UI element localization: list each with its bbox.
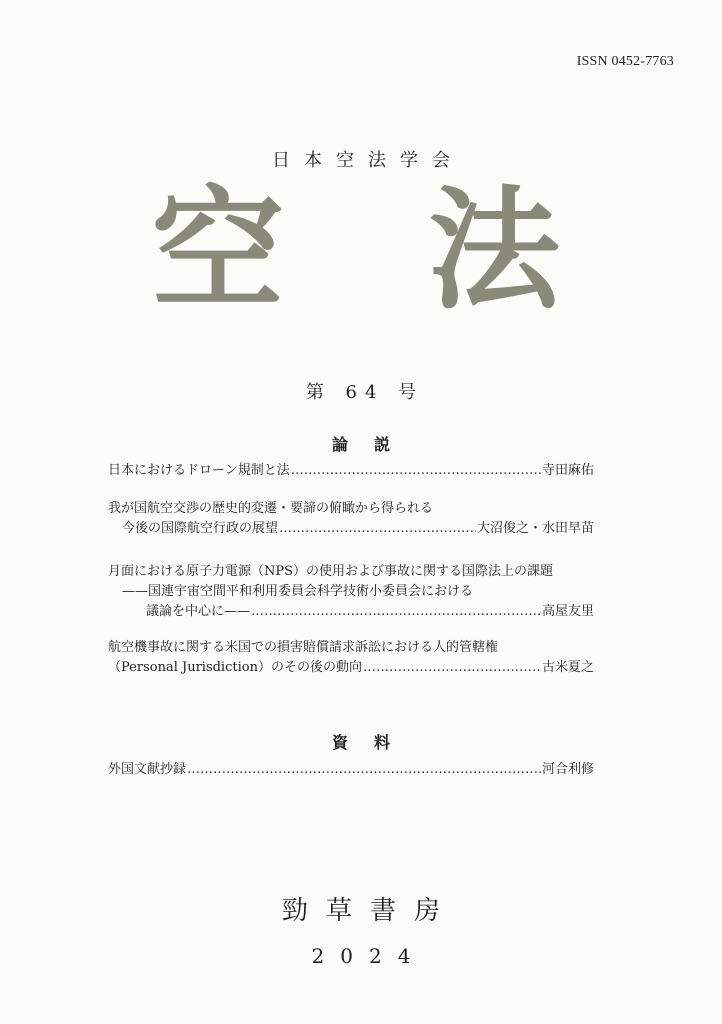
toc-entry-3	[108, 562, 594, 622]
toc-entry-title: 外国文献抄録	[108, 762, 187, 777]
issue-number: 第 64 号	[305, 382, 425, 403]
toc-entry-title: 航空機事故に関する米国での損害賠償請求訴訟における人的管轄権	[108, 640, 499, 655]
section-heading-articles: 論説	[331, 435, 416, 454]
section-heading-materials: 資料	[331, 733, 416, 752]
toc-entry-2	[108, 499, 594, 539]
leader-dots	[363, 658, 541, 678]
toc-entry-author: 寺田麻佑	[541, 463, 594, 478]
issn-number: ISSN 0452-7763	[576, 54, 674, 69]
toc-entry-author: 大沼俊之・水田早苗	[476, 521, 594, 536]
leader-dots	[251, 602, 541, 622]
toc-entry-line	[108, 461, 594, 481]
toc-entry-materials	[108, 760, 594, 780]
society-name: 日本空法学会	[272, 150, 464, 171]
leader-dots	[187, 760, 541, 780]
toc-entry-author: 河合利修	[541, 762, 594, 777]
toc-entry-line	[108, 658, 594, 678]
toc-entry-line	[108, 760, 594, 780]
toc-entry-author: 高屋友里	[541, 604, 594, 619]
toc-entry-title: 我が国航空交渉の歴史的変遷・要諦の俯瞰から得られる	[108, 501, 434, 516]
toc-entry-title: 日本におけるドローン規制と法	[108, 463, 290, 478]
toc-entry-line	[108, 602, 594, 622]
publication-year: 2024	[311, 944, 427, 968]
journal-title-char-2: 法	[428, 173, 560, 328]
leader-dots	[291, 461, 541, 481]
publisher-name: 勁草書房	[281, 896, 458, 926]
toc-entry-title: 月面における原子力電源（NPS）の使用および事故に関する国際法上の課題	[108, 564, 554, 579]
toc-entry-subtitle: 議論を中心に——	[146, 604, 251, 619]
toc-entry-title: （Personal Jurisdiction）のその後の動向	[108, 660, 362, 675]
toc-entry-4	[108, 638, 594, 678]
journal-title	[0, 173, 722, 328]
toc-entry-subtitle: ——国連宇宙空間平和利用委員会科学技術小委員会における	[122, 584, 474, 599]
toc-entry-line	[108, 519, 594, 539]
journal-title-char-1: 空	[152, 173, 284, 328]
toc-entry-author: 古米夏之	[541, 660, 594, 675]
toc-entry-title: 今後の国際航空行政の展望	[122, 521, 279, 536]
toc-entry-1	[108, 461, 594, 481]
leader-dots	[279, 519, 476, 539]
